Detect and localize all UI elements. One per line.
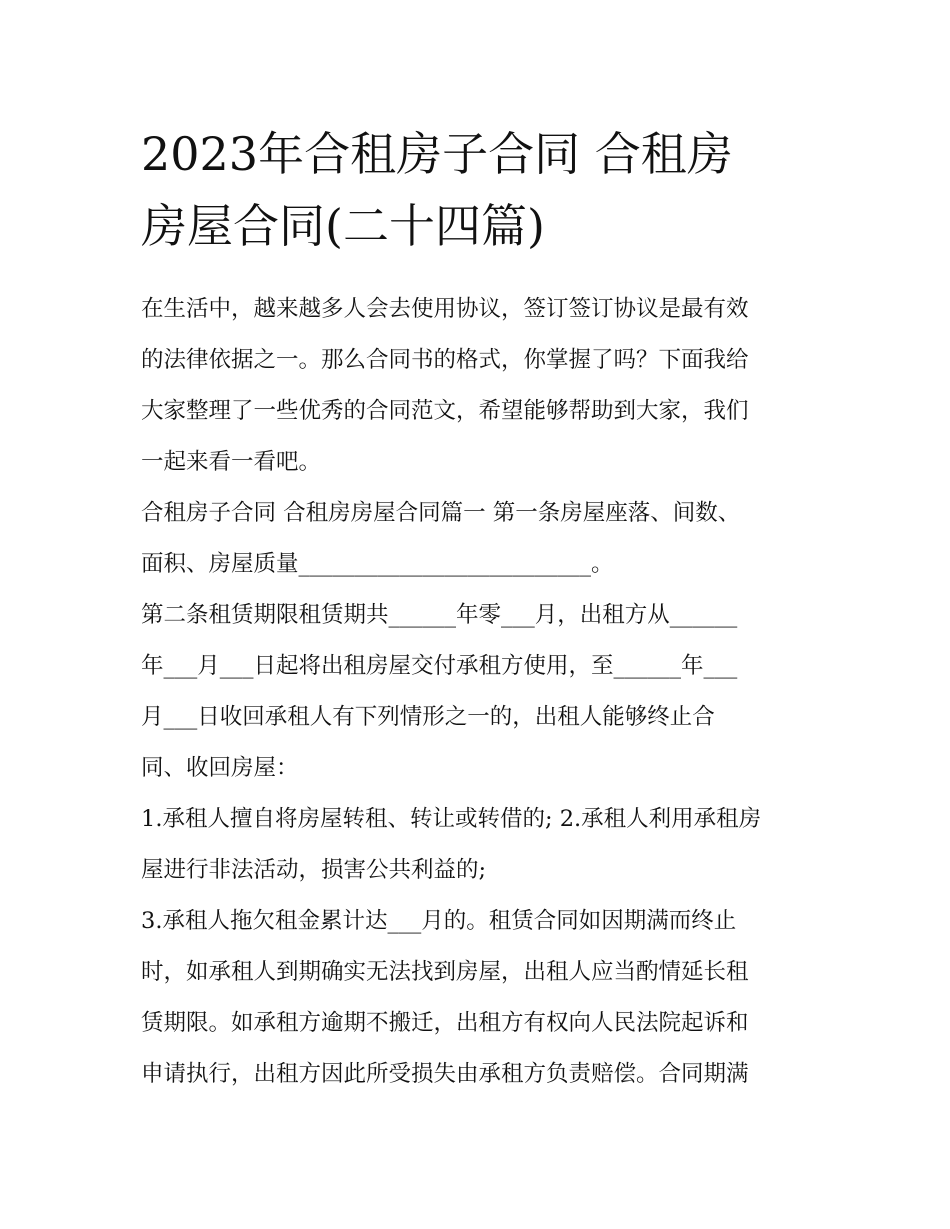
body-line: 在生活中，越来越多人会去使用协议，签订签订协议是最有效 [141,296,749,322]
body-line: 屋进行非法活动，损害公共利益的; [141,857,487,883]
body-line: 赁期限。如承租方逾期不搬迁，出租方有权向人民法院起诉和 [141,1010,749,1036]
body-line: 面积、房屋质量__________________________。 [141,551,614,577]
document-title [141,118,813,262]
body-line: 年___月___日起将出租房屋交付承租方使用，至______年___ [141,653,738,679]
body-line: 1.承租人擅自将房屋转租、转让或转借的; 2.承租人利用承租房 [141,806,762,832]
body-line: 一起来看一看吧。 [141,449,322,475]
body-line: 的法律依据之一。那么合同书的格式，你掌握了吗？下面我给 [141,347,749,373]
title-line-2: 房屋合同(二十四篇) [141,199,545,253]
body-line: 月___日收回承租人有下列情形之一的，出租人能够终止合 [141,704,715,730]
document-body [141,284,813,1100]
body-line: 大家整理了一些优秀的合同范文，希望能够帮助到大家，我们 [141,398,749,424]
title-line-1: 2023年合租房子合同 合租房 [141,127,733,181]
body-line: 时，如承租人到期确实无法找到房屋，出租人应当酌情延长租 [141,959,749,985]
document-page [141,118,813,1100]
body-line: 3.承租人拖欠租金累计达___月的。租赁合同如因期满而终止 [141,908,737,934]
body-line: 合租房子合同 合租房房屋合同篇一 第一条房屋座落、间数、 [141,500,741,526]
body-line: 同、收回房屋： [141,755,299,781]
body-line: 第二条租赁期限租赁期共______年零___月，出租方从______ [141,602,738,628]
body-line: 申请执行，出租方因此所受损失由承租方负责赔偿。合同期满 [141,1061,749,1087]
